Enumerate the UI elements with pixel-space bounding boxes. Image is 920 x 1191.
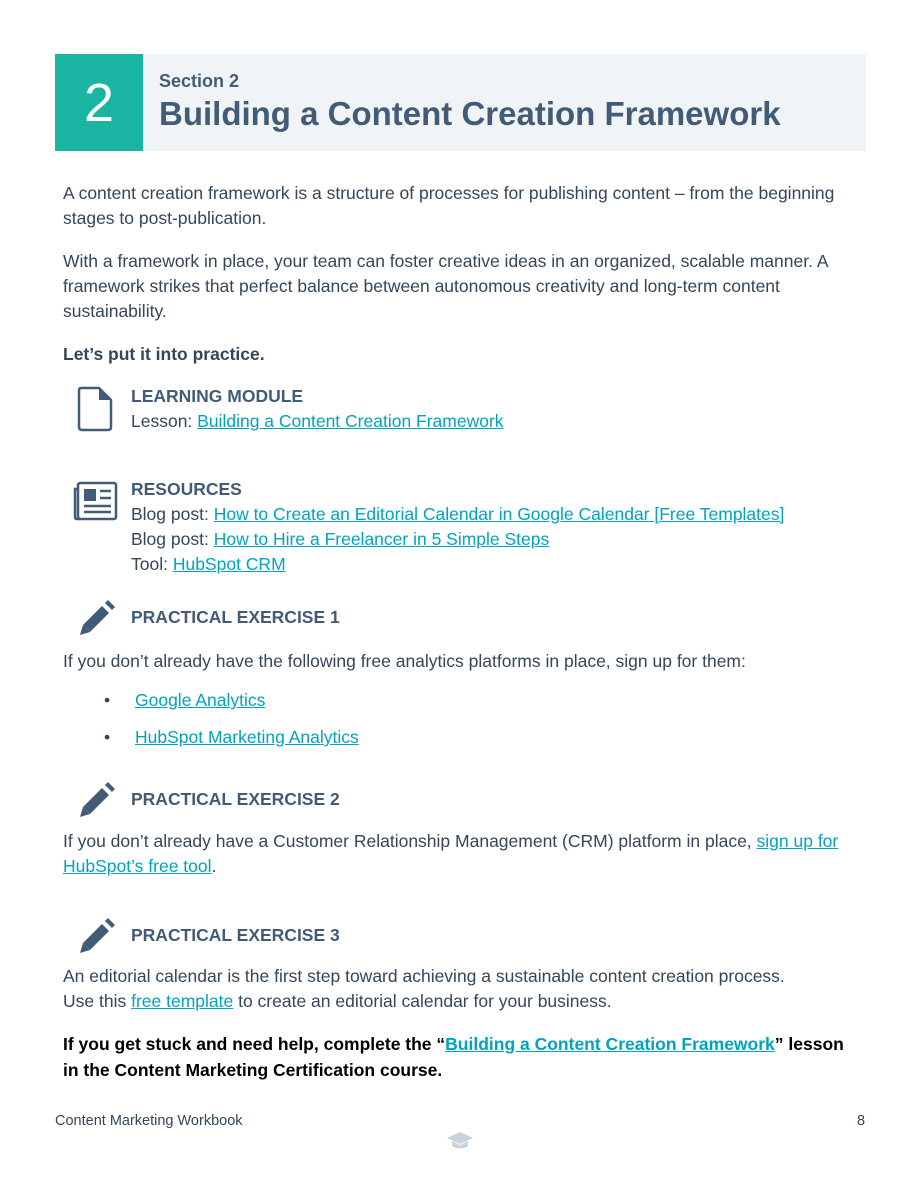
pencil-icon (78, 599, 116, 637)
page-number: 8 (857, 1113, 866, 1129)
bullet: • (104, 690, 111, 710)
help-lesson-link[interactable]: Building a Content Creation Framework (445, 1034, 775, 1054)
intro-paragraph-2: With a framework in place, your team can foster creative ideas in an organized, scalable manner. A framework strikes that perfect balance between autonomous creativity and long-term content sustainability. (63, 251, 828, 321)
page-title: Building a Content Creation Framework (159, 95, 781, 132)
exercise-3-line-2-after: to create an editorial calendar for your business. (233, 991, 612, 1011)
learning-module-heading: LEARNING MODULE (131, 386, 304, 406)
exercise-3-line-2-before: Use this (63, 991, 132, 1011)
hubspot-marketing-analytics-link[interactable]: HubSpot Marketing Analytics (135, 727, 359, 747)
resources-block (131, 477, 784, 577)
exercise-3-line-1: An editorial calendar is the first step toward achieving a sustainable content creation process. (63, 966, 785, 986)
exercise-2-text (63, 829, 858, 879)
document-icon (77, 386, 113, 432)
pencil-icon (78, 781, 116, 819)
resource-link-hubspot-crm[interactable]: HubSpot CRM (172, 554, 286, 574)
help-note (63, 1031, 863, 1083)
exercise-2-text-before: If you don’t already have a Customer Relationship Management (CRM) platform in place, (63, 831, 757, 851)
resource-item (131, 502, 784, 527)
resource-link-hire-freelancer[interactable]: How to Hire a Freelancer in 5 Simple Steps (213, 529, 550, 549)
resource-item (131, 527, 784, 552)
google-analytics-link[interactable]: Google Analytics (135, 690, 266, 710)
resource-prefix: Tool: (131, 554, 173, 574)
section-label: Section 2 (159, 71, 240, 91)
section-number: 2 (55, 54, 143, 151)
resource-link-editorial-calendar[interactable]: How to Create an Editorial Calendar in Google Calendar [Free Templates] (213, 504, 785, 524)
exercise-1-text: If you don’t already have the following free analytics platforms in place, sign up for them: (63, 651, 746, 671)
signup-hubspot-free-tool-link[interactable]: sign up for HubSpot’s free tool (63, 831, 839, 876)
resources-heading: RESOURCES (131, 479, 242, 499)
lesson-link[interactable]: Building a Content Creation Framework (197, 411, 504, 431)
exercise-2-text-after: . (211, 856, 217, 876)
resource-prefix: Blog post: (131, 529, 214, 549)
exercise-2-title: PRACTICAL EXERCISE 2 (131, 789, 340, 809)
section-header (55, 54, 866, 151)
free-template-link[interactable]: free template (131, 991, 234, 1011)
bullet: • (104, 727, 111, 747)
help-note-after: ” lesson in the Content Marketing Certification course. (63, 1034, 844, 1080)
learning-module-block (131, 384, 504, 434)
exercise-3-line-2 (63, 989, 863, 1014)
graduation-cap-icon (446, 1130, 474, 1152)
footer-workbook-title: Content Marketing Workbook (55, 1113, 243, 1129)
newspaper-icon (72, 481, 118, 521)
exercise-1-title: PRACTICAL EXERCISE 1 (131, 607, 340, 627)
pencil-icon (78, 917, 116, 955)
help-note-before: If you get stuck and need help, complete the “ (63, 1034, 446, 1054)
lesson-prefix: Lesson: (131, 411, 198, 431)
lesson-line (131, 409, 504, 434)
practice-heading: Let’s put it into practice. (63, 344, 265, 364)
resource-item (131, 552, 784, 577)
exercise-3-title: PRACTICAL EXERCISE 3 (131, 925, 340, 945)
resource-prefix: Blog post: (131, 504, 214, 524)
intro-paragraph-1: A content creation framework is a structure of processes for publishing content – from the beginning stages to post-publication. (63, 183, 835, 228)
